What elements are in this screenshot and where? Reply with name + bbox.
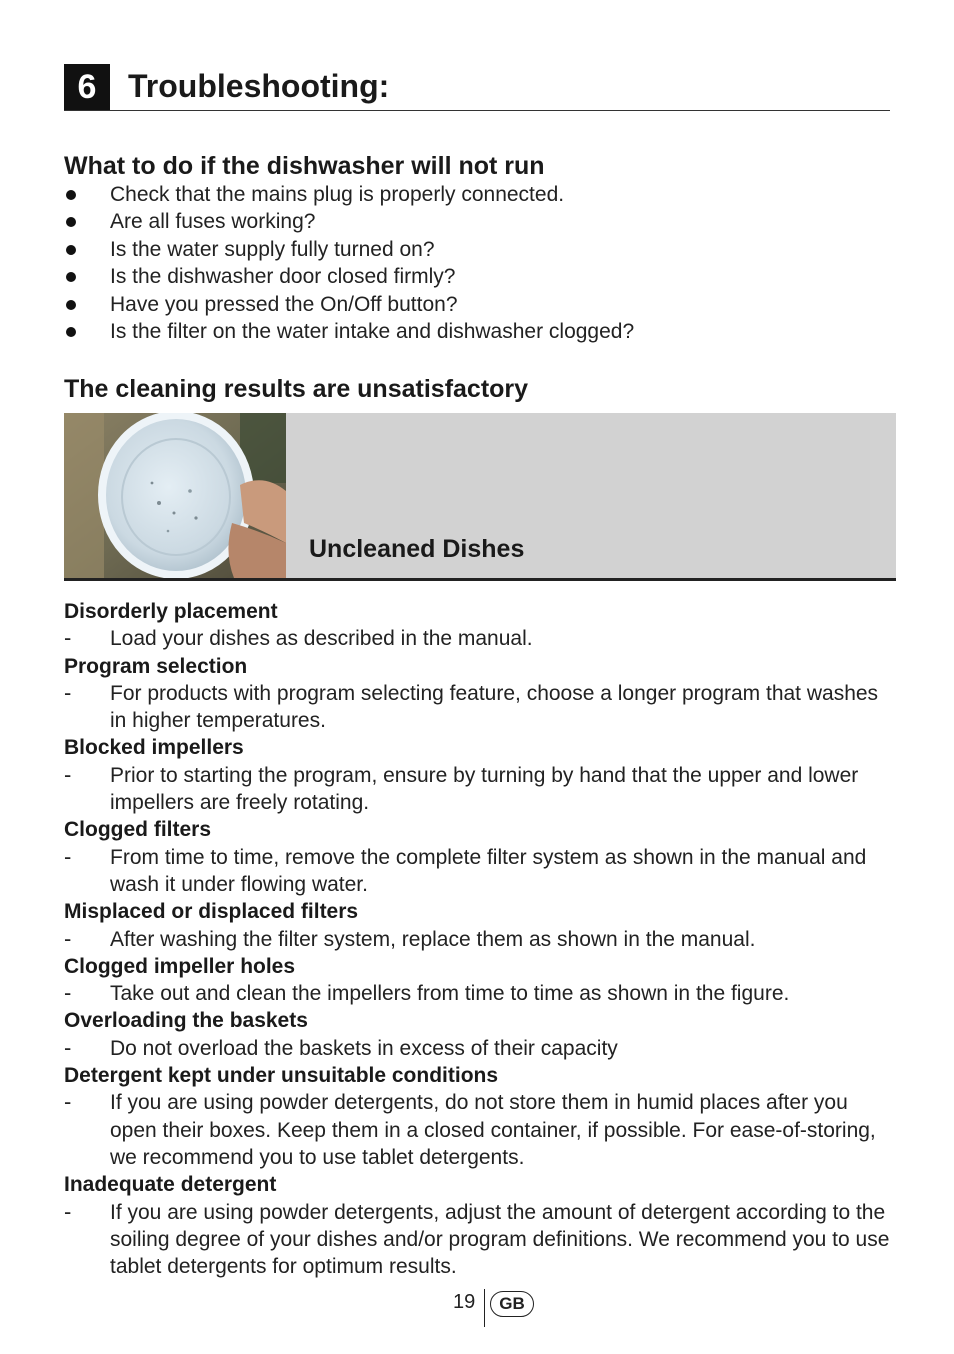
cause-remedy: - After washing the filter system, replace them as shown in the manual. — [64, 925, 756, 951]
cause-heading: Blocked impellers — [64, 736, 244, 760]
dash-marker: - — [64, 1089, 72, 1115]
cause-heading: Overloading the baskets — [64, 1009, 308, 1033]
language-badge: GB — [490, 1291, 534, 1317]
cause-heading: Disorderly placement — [64, 600, 278, 623]
cause-heading: Inadequate detergent — [64, 1173, 277, 1197]
bullet-dot — [66, 190, 76, 200]
list-item: Have you pressed the On/Off button? — [64, 291, 904, 318]
chapter-header — [64, 64, 890, 111]
uncleaned-dishes-banner — [64, 413, 896, 581]
cause-remedy: - Take out and clean the impellers from time to time as shown in the figure. — [64, 980, 790, 1006]
dash-marker: - — [64, 1198, 72, 1224]
cause-remedy: - From time to time, remove the complete filter system as shown in the manual and wash it under flowing water. — [64, 843, 867, 896]
banner-title: Uncleaned Dishes — [309, 535, 525, 563]
bullet-dot — [66, 327, 76, 337]
dirty-plate-photo — [64, 413, 286, 578]
section-title-cleaning: The cleaning results are unsatisfactory — [64, 375, 529, 403]
chapter-title: Troubleshooting: — [128, 68, 390, 104]
cause-remedy: - For products with program selecting feature, choose a longer program that washes in higher temperatures. — [64, 679, 879, 733]
dash-marker: - — [64, 761, 72, 787]
dash-marker: - — [64, 625, 72, 651]
list-item: Are all fuses working? — [64, 208, 904, 235]
cause-heading: Misplaced or displaced filters — [64, 900, 359, 924]
cause-heading: Program selection — [64, 654, 248, 678]
dash-marker: - — [64, 925, 72, 951]
section-title-not-run: What to do if the dishwasher will not run — [64, 152, 545, 180]
cause-remedy: - Do not overload the baskets in excess of their capacity — [64, 1034, 618, 1060]
dash-marker: - — [64, 843, 72, 869]
cause-remedy: - If you are using powder detergents, adjust the amount of detergent according to the soiling degree of your dishes and/or program definitions. We recommend you to use tablet detergents for optimum results. — [64, 1198, 890, 1279]
dash-marker: - — [64, 1034, 72, 1060]
footer-divider — [484, 1289, 485, 1327]
cause-heading: Detergent kept under unsuitable conditions — [64, 1064, 499, 1088]
cause-heading: Clogged impeller holes — [64, 954, 296, 978]
cause-remedy: - Load your dishes as described in the manual. — [64, 625, 533, 651]
chapter-number-badge: 6 — [64, 64, 110, 110]
page-number: 19 — [453, 1291, 476, 1313]
list-item: Is the filter on the water intake and dishwasher clogged? — [64, 318, 904, 345]
dash-marker: - — [64, 679, 72, 705]
cause-remedy: - If you are using powder detergents, do not store them in humid places after you open their boxes. Keep them in a closed container, if possible. For ease-of-storing, we recommend you to use tablet detergents. — [64, 1089, 876, 1169]
dash-marker: - — [64, 980, 72, 1006]
cause-remedy: - Prior to starting the program, ensure by turning by hand that the upper and lower impellers are freely rotating. — [64, 761, 859, 815]
cause-heading: Clogged filters — [64, 818, 212, 842]
bullet-dot — [66, 245, 76, 255]
list-item: Is the water supply fully turned on? — [64, 236, 904, 263]
bullet-dot — [66, 272, 76, 282]
bullet-dot — [66, 300, 76, 310]
list-item: Check that the mains plug is properly connected. — [64, 181, 904, 208]
cleaning-causes-list — [64, 598, 894, 1280]
not-run-checklist — [64, 181, 904, 345]
page-footer — [0, 1287, 954, 1327]
dirty-plate-illustration — [64, 413, 286, 578]
bullet-dot — [66, 217, 76, 227]
list-item: Is the dishwasher door closed firmly? — [64, 263, 904, 290]
